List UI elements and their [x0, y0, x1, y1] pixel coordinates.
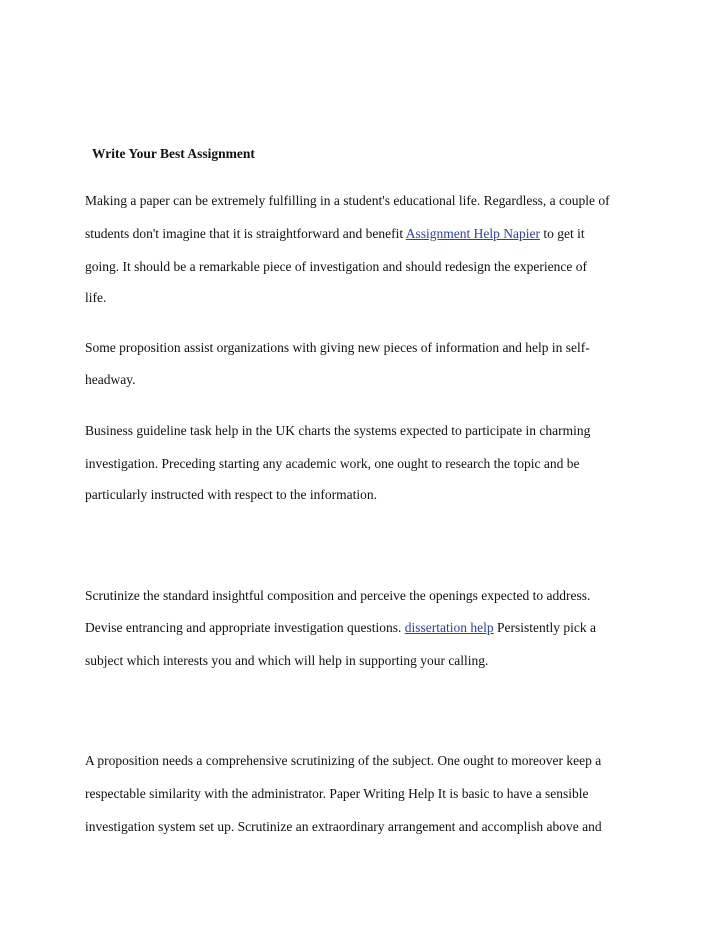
paragraph-3-line-2: investigation. Preceding starting any academic work, one ought to research the topic and be	[85, 456, 580, 471]
paragraph-1-line-2	[85, 225, 585, 243]
paragraph-4-line-3: subject which interests you and which will help in supporting your calling.	[85, 653, 489, 668]
paragraph-1-line-1: Making a paper can be extremely fulfilling in a student's educational life. Regardless, a couple of	[85, 193, 610, 208]
paragraph-2-line-1: Some proposition assist organizations with giving new pieces of information and help in self-	[85, 340, 590, 355]
paragraph-5-line-1: A proposition needs a comprehensive scrutinizing of the subject. One ought to moreover keep a	[85, 753, 602, 768]
paragraph-2-line-2: headway.	[85, 372, 136, 387]
paragraph-1-line-4: life.	[85, 290, 107, 305]
line-text: students don't imagine that it is straightforward and benefit	[85, 226, 406, 241]
line-text: Devise entrancing and appropriate investigation questions.	[85, 620, 405, 635]
paragraph-5-line-2: respectable similarity with the administrator. Paper Writing Help It is basic to have a sensible	[85, 786, 589, 801]
assignment-help-napier-link[interactable]: Assignment Help Napier	[405, 226, 540, 241]
paragraph-3-line-3: particularly instructed with respect to the information.	[85, 487, 378, 502]
line-text: to get it	[539, 226, 585, 241]
paragraph-1-line-3: going. It should be a remarkable piece of investigation and should redesign the experience of	[85, 259, 587, 274]
line-text: Persistently pick a	[493, 620, 597, 635]
paragraph-5-line-3: investigation system set up. Scrutinize an extraordinary arrangement and accomplish above and	[85, 819, 602, 834]
document-title: Write Your Best Assignment	[92, 146, 255, 161]
dissertation-help-link[interactable]: dissertation help	[404, 620, 494, 635]
paragraph-3-line-1: Business guideline task help in the UK charts the systems expected to participate in charming	[85, 423, 591, 438]
paragraph-4-line-1: Scrutinize the standard insightful composition and perceive the openings expected to address.	[85, 588, 591, 603]
paragraph-4-line-2	[85, 619, 596, 637]
